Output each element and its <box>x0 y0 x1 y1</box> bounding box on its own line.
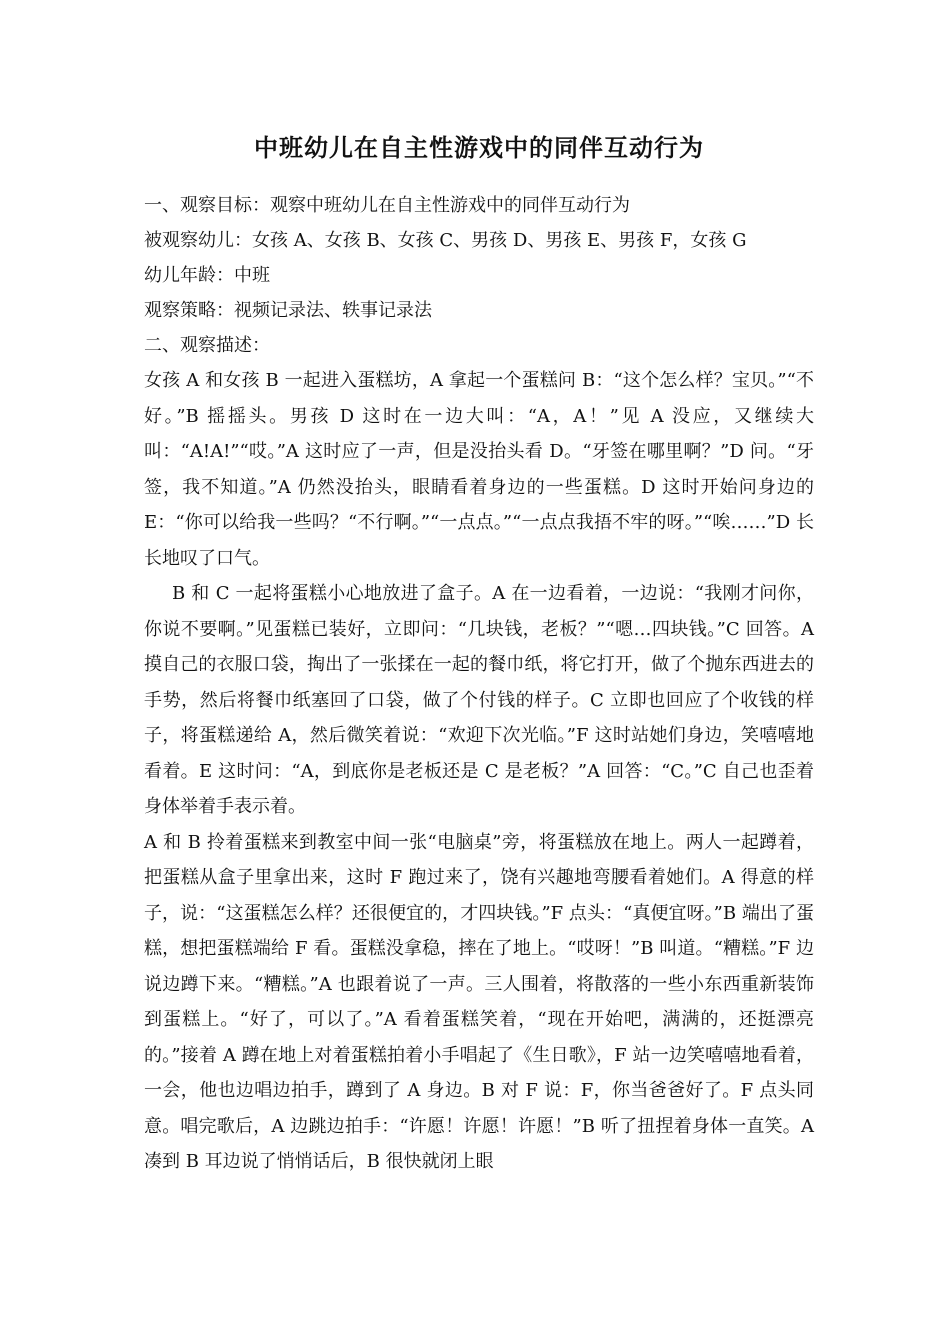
paragraph-2: B 和 C 一起将蛋糕小心地放进了盒子。A 在一边看着，一边说：“我刚才问你，你说不要啊。”见蛋糕已装好，立即问：“几块钱，老板？”“嗯…四块钱。”C 回答。A 摸自己的衣服口袋，掏出了一张揉在一起的餐巾纸，将它打开，做了个抛东西进去的手势，然后将餐巾纸塞回了口袋，做了个付钱的样子。C 立即也回应了个收钱的样子，将蛋糕递给 A，然后微笑着说：“欢迎下次光临。”F 这时站她们身边，笑嘻嘻地看着。E 这时问：“A，到底你是老板还是 C 是老板？”A 回答：“C。”C 自己也歪着身体举着手表示着。 <box>144 583 814 817</box>
document-page <box>144 128 814 1180</box>
paragraph-1: 女孩 A 和女孩 B 一起进入蛋糕坊，A 拿起一个蛋糕问 B：“这个怎么样？宝贝。”“不好。”B 摇摇头。男孩 D 这时在一边大叫：“A，A！”见 A 没应，又继续大叫：“A!A!”“哎。”A 这时应了一声，但是没抬头看 D。“牙签在哪里啊？”D 问。“牙签，我不知道。”A 仍然没抬头，眼睛看着身边的一些蛋糕。D 这时开始问身边的 E：“你可以给我一些吗？“不行啊。”“一点点。”“一点点我捂不牢的呀。”“唉……”D 长长地叹了口气。 <box>144 370 814 569</box>
paragraph-3: A 和 B 拎着蛋糕来到教室中间一张“电脑桌”旁，将蛋糕放在地上。两人一起蹲着，把蛋糕从盒子里拿出来，这时 F 跑过来了，饶有兴趣地弯腰看着她们。A 得意的样子，说：“这蛋糕怎么样？还很便宜的，才四块钱。”F 点头：“真便宜呀。”B 端出了蛋糕，想把蛋糕端给 F 看。蛋糕没拿稳，摔在了地上。“哎呀！”B 叫道。“糟糕。”F 边说边蹲下来。“糟糕。”A 也跟着说了一声。三人围着，将散落的一些小东西重新装饰到蛋糕上。“好了，可以了。”A 看着蛋糕笑着，“现在开始吧，满满的，还挺漂亮的。”接着 A 蹲在地上对着蛋糕拍着小手唱起了《生日歌》，F 站一边笑嘻嘻地看着，一会，他也边唱边拍手，蹲到了 A 身边。B 对 F 说：F，你当爸爸好了。F 点头同意。唱完歌后，A 边跳边拍手：“许愿！许愿！许愿！”B 听了扭捏着身体一直笑。A 凑到 B 耳边说了悄悄话后，B 很快就闭上眼 <box>144 831 814 1172</box>
child-age: 幼儿年龄：中班 <box>144 265 270 286</box>
document-title: 中班幼儿在自主性游戏中的同伴互动行为 <box>254 134 704 162</box>
observation-strategy: 观察策略：视频记录法、轶事记录法 <box>144 300 432 321</box>
observed-children: 被观察幼儿：女孩 A、女孩 B、女孩 C、男孩 D、男孩 E、男孩 F，女孩 G <box>144 230 747 251</box>
section-heading-description: 二、观察描述： <box>144 335 270 356</box>
observation-goal: 一、观察目标：观察中班幼儿在自主性游戏中的同伴互动行为 <box>144 195 630 216</box>
